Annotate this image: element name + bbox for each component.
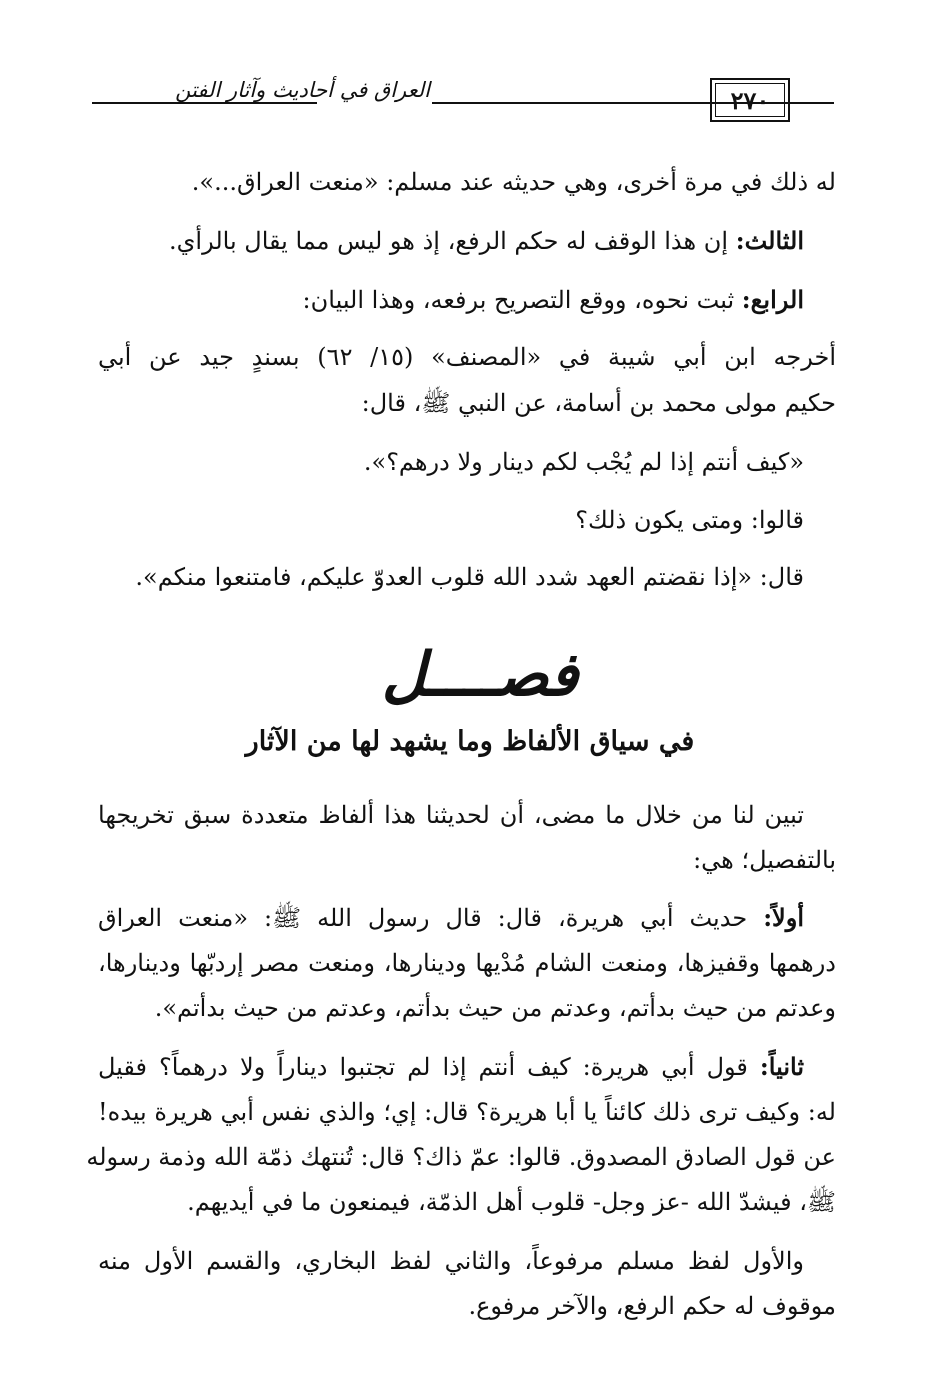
- text-line: والأول لفظ مسلم مرفوعاً، والثاني لفظ البخاري، والقسم الأول منه: [98, 1247, 804, 1275]
- item-label: الرابع:: [741, 285, 804, 314]
- text-line: قالوا: ومتى يكون ذلك؟: [575, 506, 804, 534]
- text-line: تبين لنا من خلال ما مضى، أن لحديثنا هذا ألفاظ متعددة سبق تخريجها: [98, 801, 804, 829]
- text-line: [98, 1047, 804, 1087]
- text-line: موقوف له حكم الرفع، والآخر مرفوع.: [468, 1292, 836, 1320]
- text-line: له: وكيف ترى ذلك كائناً يا أبا هريرة؟ قال: إي؛ والذي نفس أبي هريرة بيده!: [98, 1098, 836, 1126]
- page-number-box: [710, 78, 790, 122]
- item-text: إن هذا الوقف له حكم الرفع، إذ هو ليس مما يقال بالرأي.: [169, 227, 736, 255]
- section-subheading: في سياق الألفاظ وما يشهد لها من الآثار: [245, 726, 695, 757]
- header-rule-right: [794, 102, 834, 104]
- text-line: قال: «إذا نقضتم العهد شدد الله قلوب العدوّ عليكم، فامتنعوا منكم».: [135, 563, 804, 591]
- text-line: [98, 898, 804, 938]
- item-text: ثبت نحوه، ووقع التصريح برفعه، وهذا البيان:: [302, 286, 742, 314]
- text-line: «كيف أنتم إذا لم يُجْب لكم دينار ولا درهم؟».: [363, 448, 804, 476]
- text-line: بالتفصيل؛ هي:: [693, 846, 836, 874]
- book-title: العراق في أحاديث وآثار الفتن: [175, 78, 430, 102]
- text-line: له ذلك في مرة أخرى، وهي حديثه عند مسلم: «منعت العراق...».: [191, 168, 836, 196]
- item-label: الثالث:: [735, 226, 804, 255]
- item-label: أولاً:: [763, 903, 804, 932]
- running-header: [92, 72, 834, 126]
- text-line: [98, 221, 804, 261]
- text-line: درهمها وقفيزها، ومنعت الشام مُدْيها ودينارها، ومنعت مصر إردبّها ودينارها،: [98, 949, 836, 977]
- item-text: قول أبي هريرة: كيف أنتم إذا لم تجتبوا ديناراً ولا درهماً؟ فقيل: [98, 1053, 760, 1081]
- item-label: ثانياً:: [759, 1052, 804, 1081]
- text-line: وعدتم من حيث بدأتم، وعدتم من حيث بدأتم، وعدتم من حيث بدأتم».: [154, 994, 836, 1022]
- section-heading: فصــــل: [381, 640, 579, 710]
- page-number: ٢٧٠: [730, 86, 770, 115]
- text-line: أخرجه ابن أبي شيبة في «المصنف» (١٥/ ٦٢) بسندٍ جيد عن أبي: [98, 343, 836, 371]
- text-line: ﷺ، فيشدّ الله -عز وجل- قلوب أهل الذمّة، فيمنعون ما في أيديهم.: [187, 1188, 836, 1216]
- item-text: حديث أبي هريرة، قال: قال رسول الله ﷺ: «منعت العراق: [98, 904, 764, 932]
- text-line: [98, 280, 804, 320]
- text-line: حكيم مولى محمد بن أسامة، عن النبي ﷺ، قال:: [361, 389, 836, 417]
- text-line: عن قول الصادق المصدوق. قالوا: عمّ ذاك؟ قال: تُنتهك ذمّة الله وذمة رسوله: [86, 1143, 836, 1171]
